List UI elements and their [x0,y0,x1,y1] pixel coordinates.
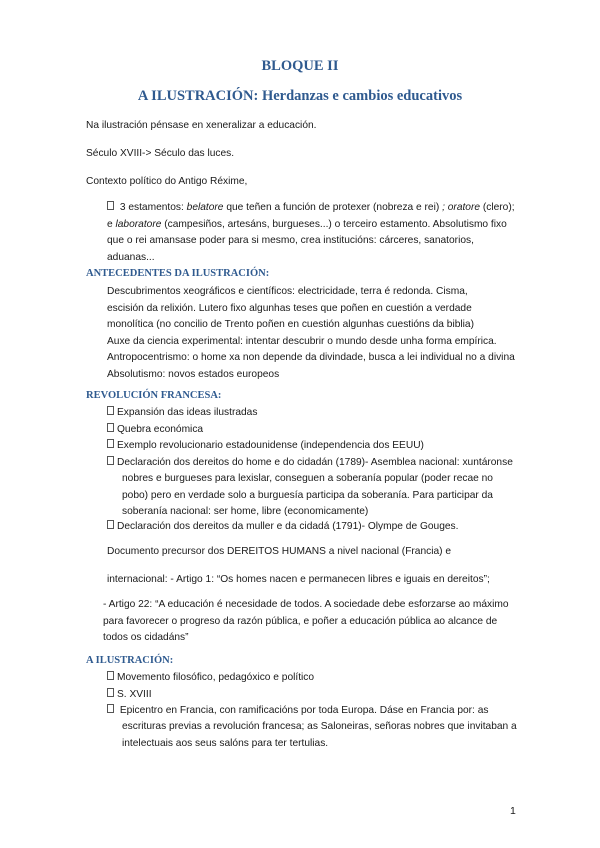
document-precursor-line-2: internacional: - Artigo 1: “Os homes nacen e permanecen libres e iguais en dereitos”; [107,574,490,585]
bullet-icon [107,671,114,680]
context-line-2: e laboratore (campesiños, artesáns, burgueses...) o terceiro estamento. Absolutismo fixo [107,218,507,230]
antecedentes-line: Antropocentrismo: o home xa non depende da divindade, busca a lei individual no a divina [107,352,515,363]
page-number: 1 [510,805,516,817]
bullet-icon [107,688,114,697]
declaration-continuation [122,471,493,521]
declaration-line: soberanía nacional: ser home, libre (economicamente) [122,506,369,517]
article-22-line: todos os cidadáns” [103,632,189,643]
declaration-line: pobo) pero en verdade solo a burguesía participa da soberanía. Para participar da [122,489,493,501]
article-22-line: para favorecer o progreso da razón pública, e poñer a educación pública ao alcance de [103,615,498,627]
ilustracion-line: escrituras previas a revolución francesa; as Saloneiras, señoras nobres que invitaban a [122,721,517,732]
revolucion-heading: REVOLUCIÓN FRANCESA: [86,390,222,401]
bullet-icon [107,423,114,432]
revolucion-list [107,405,513,471]
bullet-icon [107,406,114,415]
context-line-4: aduanas... [107,251,155,263]
antecedentes-line: Auxe da ciencia experimental: intentar descubrir o mundo desde unha forma empírica. [107,335,497,347]
ilustracion-list [107,670,488,720]
ilustracion-item: Epicentro en Francia, con ramificacións por toda Europa. Dáse en Francia por: as [107,703,488,720]
ilustracion-heading: A ILUSTRACIÓN: [86,655,174,666]
article-22-line: - Artigo 22: “A educación é necesidade de todos. A sociedade debe esforzarse ao máximo [103,599,509,610]
article-22 [103,597,509,647]
intro-line-1: Na ilustración pénsase en xeneralizar a educación. [86,120,317,131]
revolucion-item: Declaración dos dereitos do home e do cidadán (1789)- Asemblea nacional: xuntáronse [107,455,513,472]
intro-line-2: Século XVIII-> Século das luces. [86,148,235,159]
antecedentes-line: monolítica (no concilio de Trento poñen en cuestión algunhas cuestións da biblia) [107,319,474,330]
bullet-icon [107,439,114,448]
antecedentes-line: Absolutismo: novos estados europeos [107,368,280,380]
intro-line-3: Contexto político do Antigo Réxime, [86,176,248,187]
antecedentes-heading: ANTECEDENTES DA ILUSTRACIÓN: [86,268,270,279]
revolucion-item-5 [107,519,458,536]
bullet-icon [107,201,114,210]
document-title: BLOQUE II [261,58,339,74]
bullet-icon [107,520,114,529]
revolucion-item: Quebra económica [107,422,513,439]
bullet-icon [107,704,114,713]
context-line-1: 3 estamentos: belatore que teñen a función de protexer (nobreza e rei) ; oratore (clero); [107,200,517,217]
ilustracion-item: S. XVIII [107,687,488,704]
bullet-icon [107,456,114,465]
antecedentes-line: Descubrimentos xeográficos e científicos: electricidade, terra é redonda. Cisma, [107,286,468,297]
ilustracion-line: intelectuais aos seus salóns para ter tertulias. [122,737,329,749]
context-line-3: que o rei amansase poder para si mesmo, crea institucións: cárceres, sanatorios, [107,235,474,246]
ilustracion-continuation [122,719,517,752]
context-paragraph [107,200,517,266]
antecedentes-list [107,284,515,383]
document-precursor-line-1: Documento precursor dos DEREITOS HUMANS a nivel nacional (Francia) e [107,546,452,557]
antecedentes-line: escisión da relixión. Lutero fixo algunhas teses que poñen en cuestión a verdade [107,302,472,314]
ilustracion-item: Movemento filosófico, pedagóxico e político [107,670,488,687]
revolucion-item: Expansión das ideas ilustradas [107,405,513,422]
document-subtitle: A ILUSTRACIÓN: Herdanzas e cambios educativos [137,88,463,104]
revolucion-item: Declaración dos dereitos da muller e da cidadá (1791)- Olympe de Gouges. [107,519,458,536]
revolucion-item: Exemplo revolucionario estadounidense (independencia dos EEUU) [107,438,513,455]
declaration-line: nobres e burgueses para lexislar, conseguen a soberanía popular (poder recae no [122,473,493,484]
